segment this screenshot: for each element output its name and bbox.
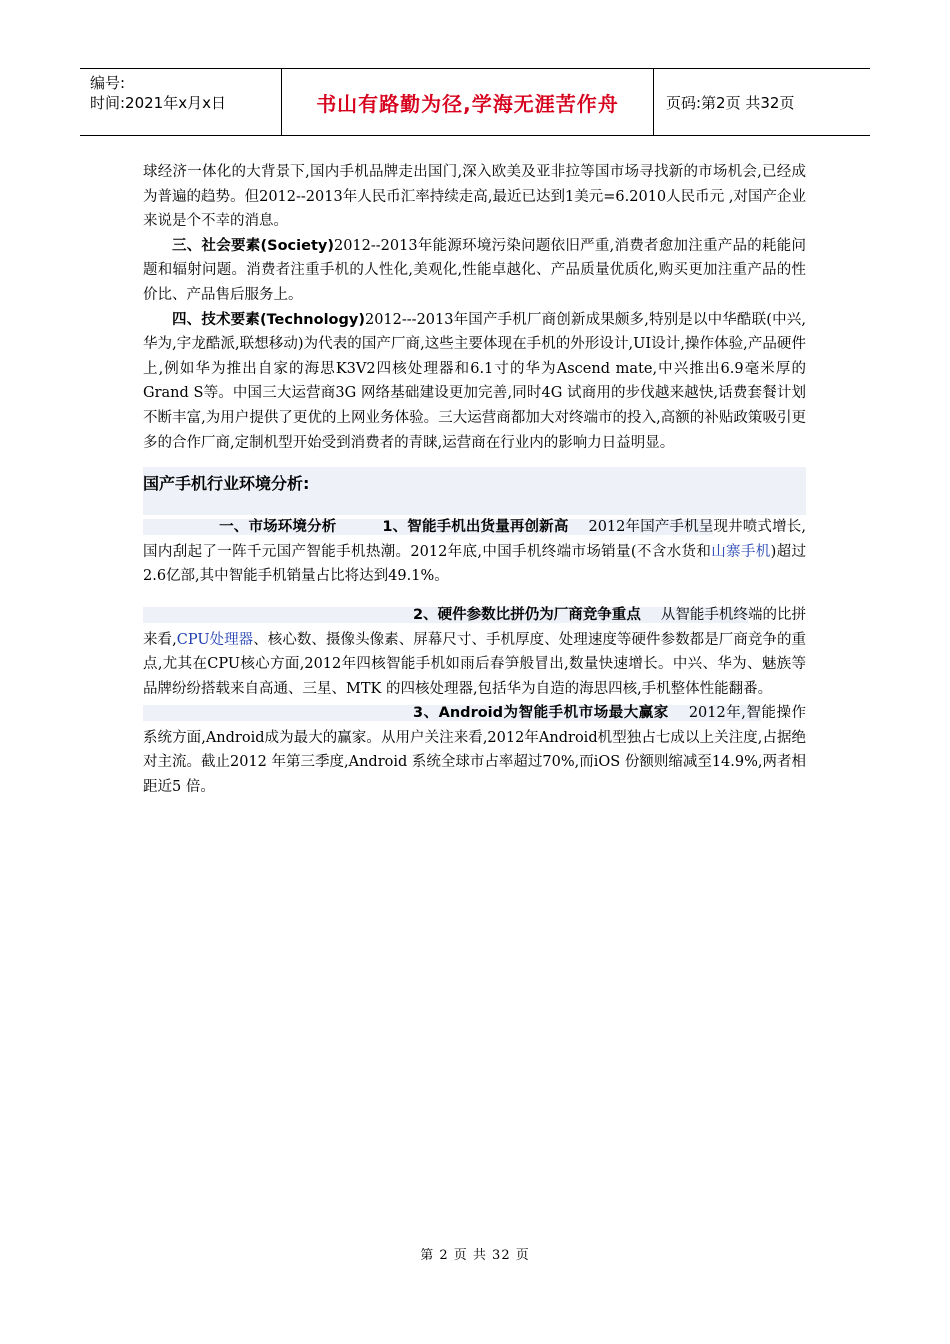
item3-heading: 3、Android为智能手机市场最大赢家 [413, 705, 669, 722]
item3-lead: 2012年,智 [688, 705, 762, 722]
document-header [80, 68, 870, 136]
item2-lead: 从智能手机终 [660, 606, 748, 623]
item1-text-b: )超过2.6亿部,其中智能手机销量占比将达到49.1%。 [143, 543, 806, 585]
serial-number-label: 编号: [90, 74, 126, 92]
item2-text-b: 、核心数、摄像头像素、屏幕尺寸、手机厚度、处理速度等硬件参数都是厂商竞争的重点,尤其在CPU核心方面,2012年四核智能手机如雨后春笋般冒出,数量快速增长。中兴、华为、魅族等品牌纷纷搭载来自高通、三星、MTK 的四核处理器,包括华为自造的海思四核,手机整体性能翻番。 [143, 631, 807, 697]
society-heading: 三、社会要素(Society) [172, 237, 334, 254]
technology-heading: 四、技术要素(Technology) [172, 311, 365, 328]
item1-heading: 1、智能手机出货量再创新高 [382, 519, 569, 536]
technology-paragraph [143, 308, 806, 456]
item1-lead: 2012年国产手机呈 [588, 519, 714, 536]
item2-paragraph [143, 603, 806, 701]
document-body [143, 160, 806, 800]
economy-paragraph-continued: 球经济一体化的大背景下,国内手机品牌走出国门,深入欧美及亚非拉等国市场寻找新的市场机会,已经成为普遍的趋势。但2012--2013年人民币汇率持续走高,最近已达到1美元=6.2010人民币元 ,对国产企业来说是个不幸的消息。 [143, 164, 806, 230]
header-meta-cell [80, 69, 282, 135]
section-spacer [143, 501, 806, 515]
item3-paragraph [143, 701, 806, 799]
header-page-info: 页码:第2页 共32页 [666, 93, 795, 112]
item3-header [143, 705, 761, 721]
item2-header [143, 607, 748, 623]
market-item1-paragraph [143, 515, 806, 589]
society-text: 2012--2013年能源环境污染问题依旧严重,消费者愈加注重产品的耗能问题和辐射问题。消费者注重手机的人性化,美观化,性能卓越化、产品质量优质化,购买更加注重产品的性价比、产品售后服务上。 [143, 237, 806, 303]
shanzhai-phone-link[interactable]: 山寨手机 [711, 543, 771, 560]
item2-heading: 2、硬件参数比拼仍为厂商竞争重点 [413, 606, 641, 623]
header-motto: 书山有路勤为径,学海无涯苦作舟 [282, 69, 654, 135]
technology-text: 2012---2013年国产手机厂商创新成果颇多,特别是以中华酷联(中兴,华为,宇龙酷派,联想移动)为代表的国产厂商,这些主要体现在手机的外形设计,UI设计,操作体验,产品硬件上,例如华为推出自家的海思K3V2四核处理器和6.1寸的华为Ascend mate,中兴推出6.9毫米厚的Grand S等。中国三大运营商3G 网络基础建设更加完善,同时4G 试商用的步伐越来越快,话费套餐计划不断丰富,为用户提供了更优的上网业务体验。三大运营商都加大对终端市的投入,高额的补贴政策吸引更多的合作厂商,定制机型开始受到消费者的青睐,运营商在行业内的影响力日益明显。 [143, 311, 806, 451]
page-footer: 第 2 页 共 32 页 [420, 1248, 530, 1263]
industry-section-title: 国产手机行业环境分析: [143, 467, 806, 501]
date-label: 时间:2021年x月x日 [90, 94, 226, 112]
market-item1-header [143, 519, 713, 535]
cpu-processor-link[interactable]: CPU处理器 [176, 631, 254, 648]
item1-text-a: 现井喷式增长,国内刮起了一阵千元国产智能手机热潮。2012年底,中国手机终端市场销量(不含水货和 [143, 519, 807, 560]
item3-text: 能操作系统方面,Android成为最大的赢家。从用户关注来看,2012年Android机型独占七成以上关注度,占据绝对主流。截止2012 年第三季度,Android 系统全球市占率超过70%,而iOS 份额则缩减至14.9%,两者相距近5 倍。 [143, 705, 807, 796]
society-paragraph [143, 234, 806, 308]
item2-text-a: 端的比拼来看, [143, 606, 806, 648]
paragraph-spacer [143, 589, 806, 603]
market-environment-heading: 一、市场环境分析 [219, 519, 337, 536]
